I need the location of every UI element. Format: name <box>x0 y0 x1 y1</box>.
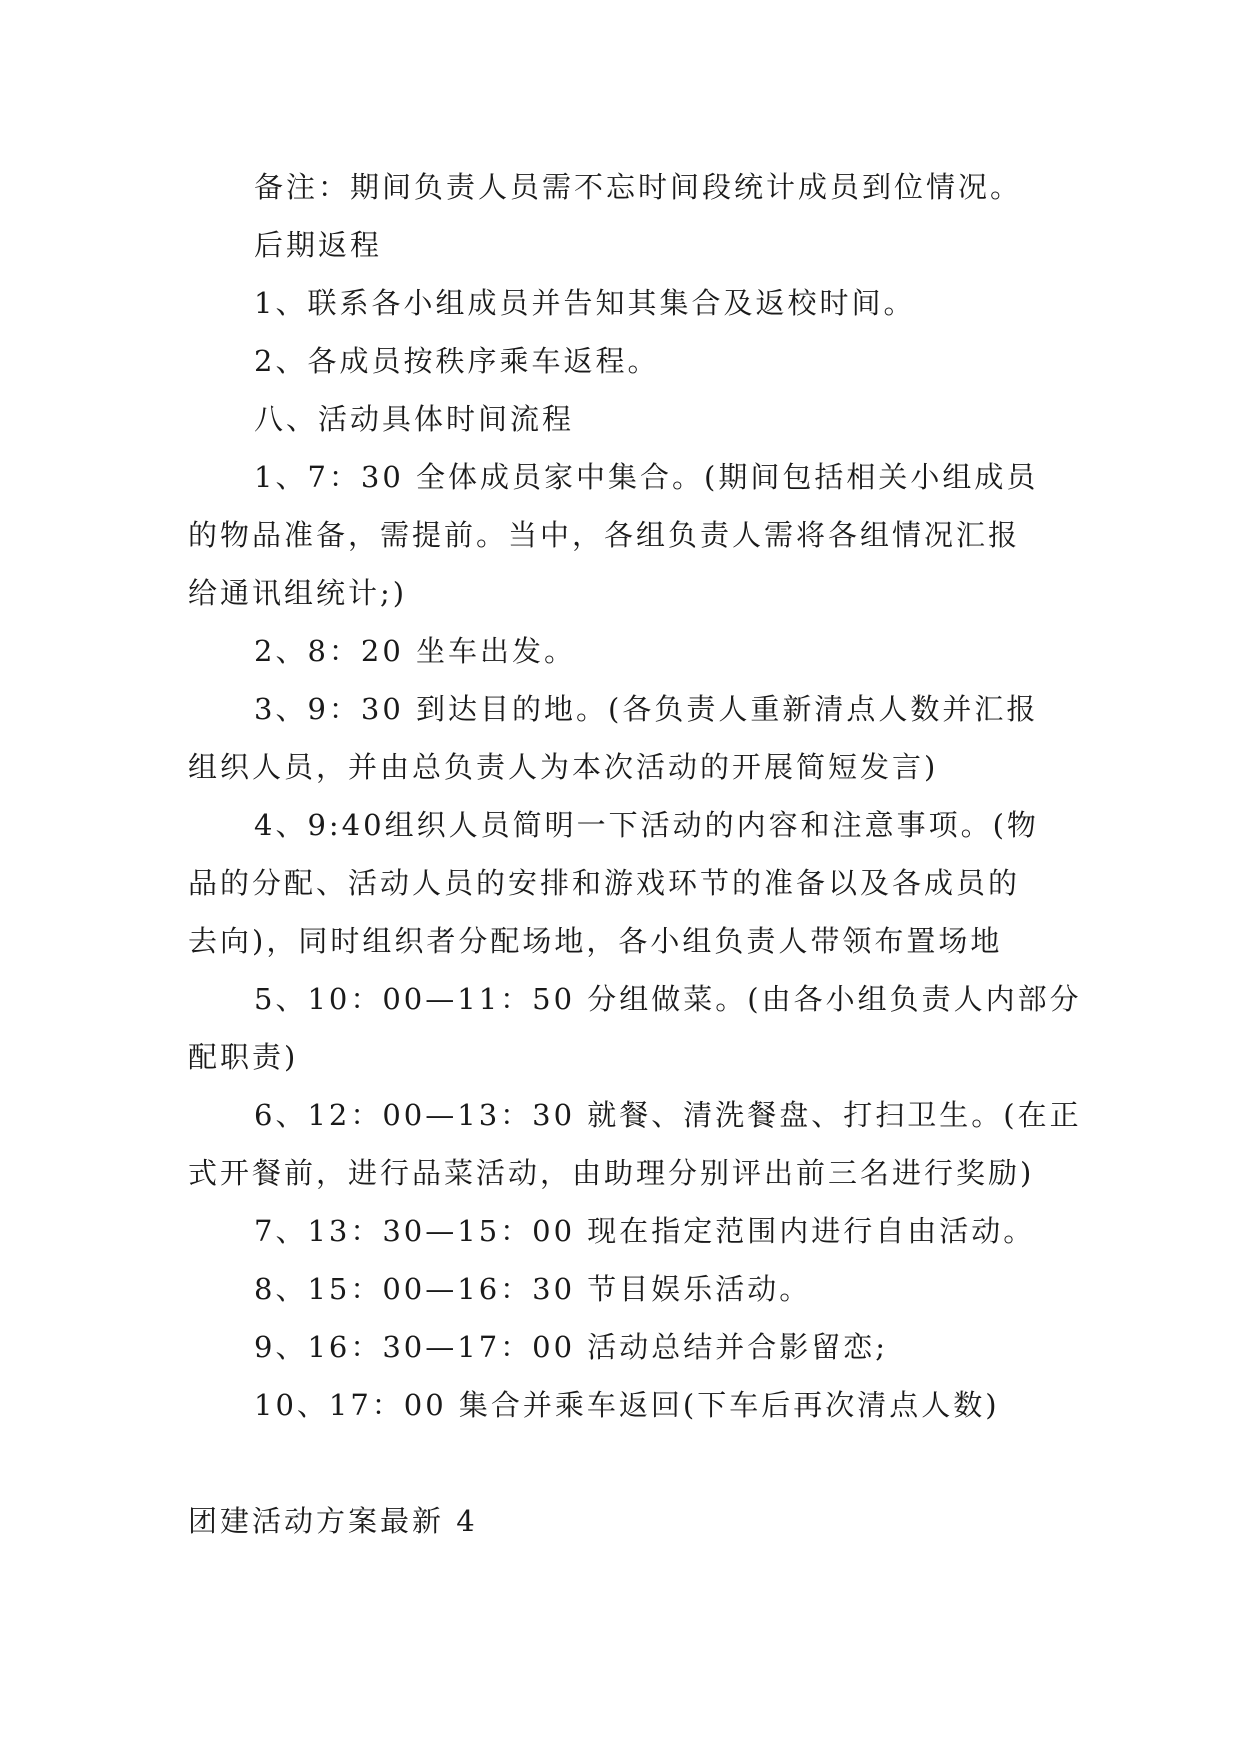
schedule-item-8: 8、15：00—16：30 节目娱乐活动。 <box>254 1272 812 1306</box>
next-section-title: 团建活动方案最新 4 <box>188 1504 478 1538</box>
section-heading-return: 后期返程 <box>254 228 383 262</box>
schedule-item-5-line-2: 配职责) <box>188 1040 299 1074</box>
note-line: 备注：期间负责人员需不忘时间段统计成员到位情况。 <box>254 170 1023 204</box>
schedule-item-6-line-2: 式开餐前，进行品菜活动，由助理分别评出前三名进行奖励) <box>188 1156 1035 1190</box>
schedule-item-4-line-3: 去向)，同时组织者分配场地，各小组负责人带领布置场地 <box>188 924 1003 958</box>
schedule-item-2: 2、8：20 坐车出发。 <box>254 634 577 668</box>
schedule-item-9: 9、16：30—17：00 活动总结并合影留恋; <box>254 1330 889 1364</box>
schedule-item-7: 7、13：30—15：00 现在指定范围内进行自由活动。 <box>254 1214 1036 1248</box>
schedule-item-4-line-2: 品的分配、活动人员的安排和游戏环节的准备以及各成员的 <box>188 866 1021 900</box>
schedule-item-3-line-2: 组织人员，并由总负责人为本次活动的开展简短发言) <box>188 750 939 784</box>
schedule-item-4-line-1: 4、9:40组织人员简明一下活动的内容和注意事项。(物 <box>254 808 1039 842</box>
section-heading-schedule: 八、活动具体时间流程 <box>254 402 575 436</box>
schedule-item-3-line-1: 3、9：30 到达目的地。(各负责人重新清点人数并汇报 <box>254 692 1039 726</box>
return-item-1: 1、联系各小组成员并告知其集合及返校时间。 <box>254 286 916 320</box>
schedule-item-6-line-1: 6、12：00—13：30 就餐、清洗餐盘、打扫卫生。(在正 <box>254 1098 1082 1132</box>
schedule-item-10: 10、17：00 集合并乘车返回(下车后再次清点人数) <box>254 1388 1000 1422</box>
schedule-item-5-line-1: 5、10：00—11：50 分组做菜。(由各小组负责人内部分 <box>254 982 1082 1016</box>
return-item-2: 2、各成员按秩序乘车返程。 <box>254 344 660 378</box>
schedule-item-1-line-3: 给通讯组统计;) <box>188 576 408 610</box>
schedule-item-1-line-2: 的物品准备，需提前。当中，各组负责人需将各组情况汇报 <box>188 518 1021 552</box>
schedule-item-1-line-1: 1、7：30 全体成员家中集合。(期间包括相关小组成员 <box>254 460 1039 494</box>
